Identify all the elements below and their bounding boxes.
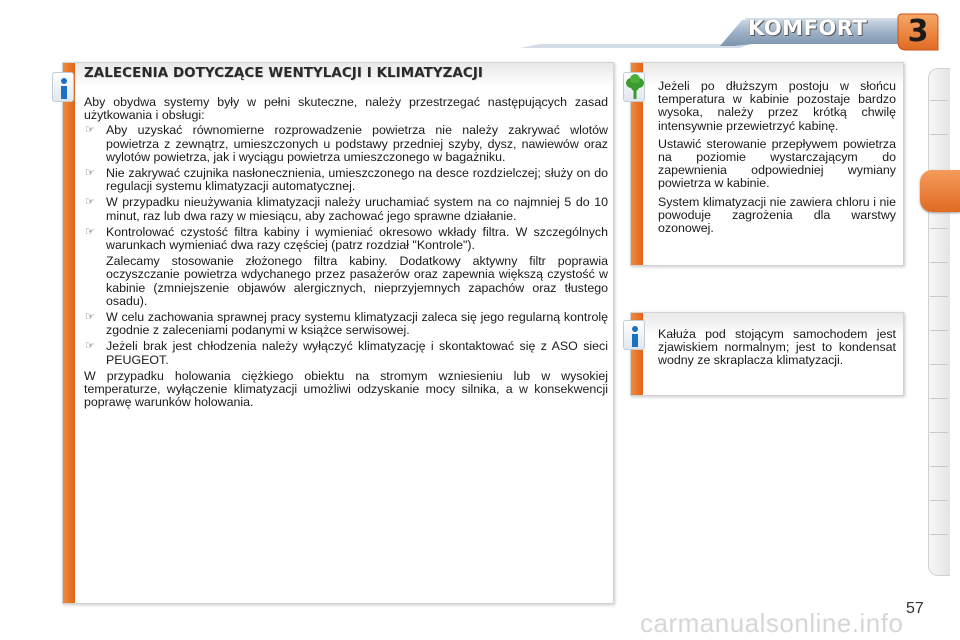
intro-paragraph: Aby obydwa systemy były w pełni skuteczne, należy przestrzegać następujących zasad użytkowania i obsługi: xyxy=(84,95,608,123)
tab-divider xyxy=(930,534,948,535)
eco-tree-icon xyxy=(623,72,645,102)
list-item xyxy=(84,311,608,337)
section-title: KOMFORT xyxy=(748,16,868,40)
pointing-hand-icon: ☞ xyxy=(85,225,95,238)
main-panel-body xyxy=(84,96,608,411)
continuation-paragraph: Zalecamy stosowanie złożonego filtra kabiny. Dodatkowy aktywny filtr poprawia oczyszczanie powietrza wdychanego przez pasażerów oraz zapewnia większą czystość w kabinie (zmniejszenie objawów alergicznych, nieprzyjemnych zapachów oraz tłustego osadu). xyxy=(106,254,608,308)
tab-divider xyxy=(930,364,948,365)
info-icon xyxy=(52,72,74,102)
eco-paragraph: System klimatyzacji nie zawiera chloru i nie powoduje zagrożenia dla warstwy ozonowej. xyxy=(658,194,896,236)
pointing-hand-icon: ☞ xyxy=(85,167,95,180)
list-item xyxy=(84,124,608,164)
watermark: carmanualsonline.info xyxy=(640,608,904,638)
chapter-number: 3 xyxy=(907,14,929,49)
eco-panel-body xyxy=(658,80,896,237)
tab-divider xyxy=(930,100,948,101)
main-panel-title: ZALECENIA DOTYCZĄCE WENTYLACJI I KLIMATYZACJI xyxy=(84,66,484,81)
list-item-text: Kontrolować czystość filtra kabiny i wymieniać okresowo wkłady filtra. W szczególnych warunkach wymieniać dwa razy częściej (patrz rozdział "Kontrole"). xyxy=(106,224,608,253)
eco-paragraph: Jeżeli po dłuższym postoju w słońcu temperatura w kabinie pozostaje bardzo wysoka, należy przez krótką chwilę intensywnie przewietrzyć kabinę. xyxy=(658,79,896,133)
panel-accent-stripe xyxy=(63,63,75,603)
tab-divider xyxy=(930,432,948,433)
pointing-hand-icon: ☞ xyxy=(85,196,95,209)
tab-divider xyxy=(930,228,948,229)
pointing-hand-icon: ☞ xyxy=(85,311,95,324)
info-icon xyxy=(623,320,645,350)
tab-divider xyxy=(930,296,948,297)
list-item xyxy=(84,340,608,366)
closing-paragraph: W przypadku holowania ciężkiego obiektu na stromym wzniesieniu lub w wysokiej temperaturze, wyłączenie klimatyzacji umożliwi odzyskanie mocy silnika, a w konsekwencji poprawę warunków holowania. xyxy=(84,368,608,410)
list-item-text: Nie zakrywać czujnika nasłonecznienia, umieszczonego na desce rozdzielczej; służy on do regulacji systemu klimatyzacji automatycznej. xyxy=(106,166,608,194)
list-item-text: Aby uzyskać równomierne rozprowadzenie powietrza nie należy zakrywać wlotów powietrza z zewnątrz, umieszczonych u podstawy przedniej szyby, dysz, nawiewów oraz wylotów powietrza, jak i wyciągu powietrza umieszczonego w bagażniku. xyxy=(106,123,608,164)
list-item-text: W przypadku nieużywania klimatyzacji należy uruchamiać system na co najmniej 5 do 10 minut, raz lub dwa razy w miesiącu, aby zachować jego sprawne działanie. xyxy=(106,195,608,223)
tab-divider xyxy=(930,330,948,331)
page-number: 57 xyxy=(906,600,924,617)
tab-divider xyxy=(930,466,948,467)
tab-divider xyxy=(930,398,948,399)
pointing-hand-icon: ☞ xyxy=(85,124,95,137)
tab-divider xyxy=(930,262,948,263)
tab-divider xyxy=(930,134,948,135)
list-item xyxy=(84,196,608,222)
list-item xyxy=(84,226,608,252)
eco-paragraph: Ustawić sterowanie przepływem powietrza na poziomie wystarczającym do zapewnienia odpowiedniej wymiany powietrza w kabinie. xyxy=(658,136,896,191)
active-chapter-tab[interactable] xyxy=(920,170,960,212)
pointing-hand-icon: ☞ xyxy=(85,340,95,353)
list-item-text: W celu zachowania sprawnej pracy systemu klimatyzacji zaleca się jego regularną kontrolę zgodnie z zaleceniami podanymi w książce serwisowej. xyxy=(106,310,608,338)
info-panel-body: Kałuża pod stojącym samochodem jest zjawiskiem normalnym; jest to kondensat wodny ze skraplacza klimatyzacji. xyxy=(658,327,896,368)
list-item-text: Jeżeli brak jest chłodzenia należy wyłączyć klimatyzację i skontaktować się z ASO sieci PEUGEOT. xyxy=(106,339,608,367)
tab-divider xyxy=(930,500,948,501)
list-item xyxy=(84,167,608,193)
